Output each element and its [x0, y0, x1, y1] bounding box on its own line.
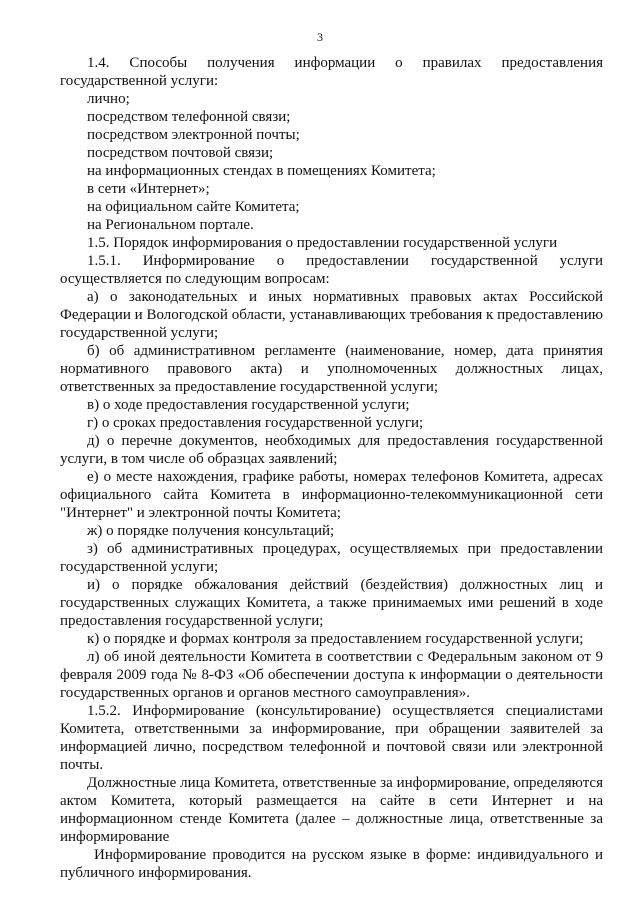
- method-item: на Региональном портале.: [87, 217, 254, 233]
- responsible-officials-paragraph: Должностные лица Комитета, ответственные за информирование, определяются актом Комитета, который размещается на сайте в сети Интернет и на информационном стенде Комитета (далее – должностные лица, ответственные за информирование: [60, 775, 603, 845]
- method-item: посредством электронной почты;: [87, 127, 300, 143]
- question-item: е) о месте нахождения, графике работы, номерах телефонов Комитета, адресах официального сайта Комитета в информационно-телекоммуникационной сети "Интернет" и электронной почты Комитета;: [60, 469, 603, 521]
- question-item: а) о законодательных и иных нормативных правовых актах Российской Федерации и Вологодской области, устанавливающих требования к предоставлению государственной услуги;: [60, 289, 603, 341]
- question-item: и) о порядке обжалования действий (бездействия) должностных лиц и государственных служащих Комитета, а также принимаемых ими решений в ходе предоставления государственной услуги;: [60, 577, 603, 629]
- page-number: 3: [317, 30, 323, 44]
- question-item: з) об административных процедурах, осуществляемых при предоставлении государственной услуги;: [60, 541, 603, 575]
- method-item: на информационных стендах в помещениях Комитета;: [87, 163, 436, 179]
- page-content: [60, 54, 603, 882]
- subsection-1-5-1: 1.5.1. Информирование о предоставлении государственной услуги осуществляется по следующим вопросам:: [60, 253, 603, 287]
- question-item: к) о порядке и формах контроля за предоставлением государственной услуги;: [87, 631, 584, 647]
- section-1-5-heading: 1.5. Порядок информирования о предоставлении государственной услуги: [87, 235, 558, 251]
- question-item: л) об иной деятельности Комитета в соответствии с Федеральным законом от 9 февраля 2009 года № 8-ФЗ «Об обеспечении доступа к информации о деятельности государственных органов и органов местного самоуправления».: [60, 649, 603, 701]
- question-item: ж) о порядке получения консультаций;: [87, 523, 335, 539]
- question-item: б) об административном регламенте (наименование, номер, дата принятия нормативного правового акта) и уполномоченных должностных лицах, ответственных за предоставление государственной услуги;: [60, 343, 603, 395]
- method-item: лично;: [87, 91, 130, 107]
- method-item: посредством телефонной связи;: [87, 109, 291, 125]
- question-item: д) о перечне документов, необходимых для предоставления государственной услуги, в том числе об образцах заявлений;: [60, 433, 603, 467]
- method-item: посредством почтовой связи;: [87, 145, 274, 161]
- method-item: в сети «Интернет»;: [87, 181, 210, 197]
- subsection-1-5-2: 1.5.2. Информирование (консультирование) осуществляется специалистами Комитета, ответственными за информирование, при обращении заявителей за информацией лично, посредством телефонной и почтовой связи или электронной почты.: [60, 703, 603, 773]
- method-item: на официальном сайте Комитета;: [87, 199, 300, 215]
- question-item: в) о ходе предоставления государственной услуги;: [87, 397, 410, 413]
- section-1-4-heading: 1.4. Способы получения информации о правилах предоставления государственной услуги:: [60, 55, 603, 89]
- language-paragraph: Информирование проводится на русском языке в форме: индивидуального и публичного информирования.: [60, 847, 603, 881]
- question-item: г) о сроках предоставления государственной услуги;: [87, 415, 424, 431]
